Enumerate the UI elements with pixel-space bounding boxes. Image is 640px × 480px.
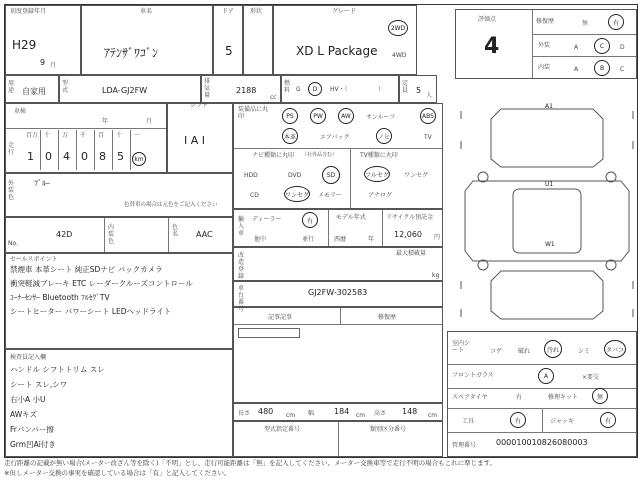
inspection-month-unit: 月 [146, 118, 153, 125]
model-year-label: モデル年式 [336, 214, 366, 221]
interior-grade-label: 内装 [538, 64, 551, 71]
repair-history-yes-mark: 有 [608, 14, 624, 30]
equip-aw: AW [338, 108, 354, 124]
spare-tire-yes: 有 [516, 394, 523, 401]
car-name-label: 車名 [140, 8, 153, 15]
chassis-number: GJ2FW-302583 [308, 288, 368, 297]
auction-sheet [4, 4, 638, 458]
equip-pw: PW [310, 108, 326, 124]
jack-yes-mark: 有 [600, 412, 616, 428]
reg-year: H29 [12, 38, 37, 52]
windshield-replace: ×要交 [582, 374, 600, 381]
cert-number-label: 型式指定番号 [264, 426, 301, 433]
car-bracket-marks [461, 111, 633, 317]
inspector-note-item: 右小A 小U [10, 395, 46, 404]
interior-smoke-mark: タバコ [604, 340, 626, 358]
color-no-label: No. [8, 240, 18, 247]
tv-analog: アナログ [368, 192, 393, 199]
nav-type-label: ナビ種類に丸印 [252, 152, 295, 159]
car-front-outline [491, 109, 603, 167]
fuel-cell [281, 75, 399, 103]
modification-cell [233, 247, 443, 281]
mileage-digit: 5 [117, 150, 124, 163]
exterior-grade-a: A [574, 44, 579, 51]
height-label: 高さ [374, 410, 387, 417]
reg-date-cell [5, 5, 81, 75]
use-cell [5, 75, 59, 103]
chassis-cell [233, 281, 443, 313]
recycle-fee-unit: 円 [434, 234, 441, 241]
exterior-grade-mark: C [594, 38, 610, 54]
repair-history-label: 修復歴 [378, 314, 397, 321]
mileage-unit-mark: km [132, 152, 146, 166]
model-value: LDA-GJ2FW [102, 86, 148, 95]
fuel-close: ） [378, 86, 385, 93]
windshield-a-mark: A [538, 368, 554, 384]
mileage-cell [5, 103, 167, 173]
mileage-digit-header: 千 [80, 132, 87, 139]
drive-2wd-mark: 2WD [388, 20, 408, 36]
exterior-color-label: 外装色 [8, 180, 15, 201]
interior-grade-c: C [620, 66, 625, 73]
color-name-label: 色名 [172, 224, 179, 238]
damage-mark-glass: W1 [545, 241, 555, 248]
equip-leather: 本革 [282, 128, 298, 144]
grade-cell [273, 5, 417, 75]
score-cell [455, 9, 637, 79]
exterior-grade-d: D [620, 44, 625, 51]
reg-month-unit: 月 [50, 62, 57, 69]
selling-points-cell [5, 253, 233, 349]
shape-label: 形状 [250, 8, 263, 15]
capacity-cell [399, 75, 437, 103]
inspection-year-unit: 年 [102, 118, 109, 125]
parallel-import: 並行 [302, 236, 315, 243]
car-body-outline [465, 181, 629, 261]
use-label: 用途 [8, 80, 15, 94]
grade-label: グレード [332, 8, 357, 15]
equip-ps: PS [282, 108, 298, 124]
model-year-unit: 年 [368, 236, 375, 243]
dealer-yes-mark: 有 [302, 212, 318, 228]
inspector-notes-cell [5, 349, 233, 457]
recycle-fee-value: 12,060 [394, 230, 422, 239]
interior-grade-a: A [574, 66, 579, 73]
interior-seat-label: 室内シート [452, 340, 471, 354]
capacity-unit: 人 [426, 92, 433, 99]
selling-point-item: 衝突軽減ブレーキ ETC レーダークルーズコントロール [10, 279, 193, 288]
car-name: ｱﾃﾝｻﾞﾜｺﾞﾝ [104, 46, 159, 60]
mileage-digit: 4 [63, 150, 70, 163]
nav-hdd: HDD [244, 172, 258, 179]
width-label: 幅 [308, 410, 315, 417]
nav-type-note: （社外品含む） [302, 152, 338, 158]
mileage-digit: 0 [81, 150, 88, 163]
dealer-label: ディーラー [252, 216, 282, 223]
shape-cell [243, 5, 273, 75]
selling-point-item: ｺｰﾅｰｾﾝｻｰ Bluetooth ﾌﾙｾｸﾞTV [10, 293, 110, 302]
capacity-label: 定員 [402, 80, 409, 94]
management-number: 000010010826080003 [496, 438, 588, 447]
model-cell [59, 75, 201, 103]
mileage-digit: 1 [27, 150, 34, 163]
interior-stain: シミ [578, 348, 591, 355]
spare-tire-label: スペアタイヤ [452, 394, 488, 401]
car-damage-diagram [453, 101, 640, 329]
color-code-cell [5, 217, 233, 253]
interior-dirt-mark: 汚れ [544, 340, 562, 358]
model-label: 型式 [62, 80, 69, 94]
width-value: 184 [334, 407, 350, 416]
tools-label: 工具 [462, 418, 475, 425]
mileage-digit-header: 万 [62, 132, 69, 139]
grade-value: XD L Package [296, 44, 378, 58]
fuel-label: 燃料 [284, 80, 291, 94]
dimensions-cell [233, 403, 443, 421]
shift-cell [167, 103, 233, 173]
reg-month: 9 [40, 58, 46, 67]
height-value: 148 [402, 407, 418, 416]
mileage-digit-header: 一 [134, 132, 141, 139]
drive-4wd-label: 4WD [392, 52, 407, 59]
fuel-hybrid: HV・（ [330, 86, 348, 93]
equip-airbag: エアバッグ [320, 134, 350, 141]
mileage-digit: 8 [99, 150, 106, 163]
max-load-label: 最大積載量 [396, 250, 427, 257]
nav-memory: メモリー [318, 192, 343, 199]
cc-cell [201, 75, 281, 103]
repair-history-flag-label: 修復歴 [536, 18, 555, 25]
exterior-color-cell [5, 173, 233, 217]
nav-oneseg: ワンセグ [284, 186, 310, 202]
damage-mark-front: A1 [545, 103, 553, 110]
door-label: ドア [222, 8, 234, 15]
equip-navi: ノヒ [376, 128, 392, 144]
inspector-note-item: AWキズ [10, 410, 37, 419]
length-unit: cm [286, 412, 296, 419]
equipment-label: 装備品に丸印 [238, 106, 269, 120]
shift-value: I A I [184, 134, 206, 147]
capacity-value: 5 [416, 86, 422, 95]
selling-point-item: 禁煙車 本革シート 純正SDナビ バックカメラ [10, 265, 163, 274]
import-label: 輸入車 [238, 216, 245, 237]
tools-yes-mark: 有 [510, 412, 526, 428]
run-label: 走行 [8, 142, 15, 156]
cc-value: 2188 [236, 86, 257, 95]
selling-points-label: セールスポイント [10, 256, 58, 263]
inspector-notes-label: 検査員記入欄 [10, 354, 47, 361]
mileage-digit-header: 百 [98, 132, 105, 139]
recycle-fee-label: リサイクル預託金 [386, 214, 434, 221]
tv-fullseg: フルセグ [364, 166, 390, 182]
interior-grade-mark: B [594, 60, 610, 76]
inspector-note-item: Frバンパー擦 [10, 425, 54, 434]
windshield-label: フロントガラス [452, 372, 494, 379]
footer-note-1: 走行距離の記載が無い場合(メーター改ざん等を除く)「不明」とし、走行可能距離は「無」を記入してください。メーター交換車等で走行不明の場合もこれに準じます。 [4, 459, 497, 467]
cc-label: 排気量 [204, 78, 211, 99]
score-label: 評価点 [478, 16, 497, 23]
inspector-note-item: ハンドル シフトトリム スレ [10, 365, 105, 374]
fuel-gas: G [296, 86, 301, 93]
score-value: 4 [484, 34, 500, 59]
shift-label: シフト [190, 102, 209, 109]
jack-label: ジャッキ [550, 418, 574, 425]
repair-history-no: 無 [582, 20, 589, 27]
inspector-note-item: Grm凹Ai付き [10, 440, 56, 449]
repair-cell [233, 307, 443, 403]
tv-type-label: TV種類に丸印 [360, 152, 398, 159]
footer-note-2: ※但しメーター交換の事実を確認している場合は「有」と記入してください。 [4, 469, 231, 477]
door-count: 5 [225, 44, 233, 58]
cc-unit: cc [270, 94, 277, 101]
dealer-other: 他中 [254, 236, 267, 243]
inspection-label: 車検 [14, 108, 27, 115]
reg-date-label: 初度登録年月 [10, 8, 47, 15]
equip-tv: TV [424, 134, 432, 141]
equip-abs: ABS [420, 108, 436, 124]
car-name-cell [81, 5, 213, 75]
mileage-digit-header: 十 [44, 132, 51, 139]
equipment-cell [233, 103, 443, 209]
mileage-digit-header: 十 [116, 132, 123, 139]
inspector-note-item: シート スレ,シワ [10, 380, 68, 389]
interior-code-value: AAC [196, 230, 213, 239]
modification-label: 改造登録 [238, 252, 245, 280]
damage-mark-roof: U1 [545, 181, 554, 188]
length-label: 長さ [238, 410, 251, 417]
mileage-digit: 0 [45, 150, 52, 163]
exterior-color-note: 色替車の場合は元色をご記入ください [124, 202, 218, 208]
car-rear-outline [491, 271, 603, 319]
height-unit: cm [428, 412, 438, 419]
interior-tear: 破れ [518, 348, 531, 355]
equip-sunroof: サンルーフ [366, 114, 396, 121]
class-number-label: 類別区分番号 [370, 426, 407, 433]
chassis-label: 車台番号 [238, 285, 245, 313]
use-value: 自家用 [22, 87, 46, 96]
selling-point-item: シートヒーター パワーシート LEDヘッドライト [10, 307, 172, 316]
door-cell [213, 5, 243, 75]
import-recycle-cell [233, 209, 443, 247]
cert-cell [233, 421, 443, 457]
interior-color-label: 内装色 [108, 224, 115, 245]
width-unit: cm [356, 412, 366, 419]
length-value: 480 [258, 407, 274, 416]
max-load-unit: kg [432, 272, 440, 279]
fuel-diesel-mark: D [308, 82, 322, 96]
exterior-grade-label: 外装 [538, 42, 551, 49]
exterior-color-value: ﾌﾞﾙｰ [34, 179, 50, 188]
nav-dvd: DVD [288, 172, 302, 179]
color-no-value: 42D [56, 230, 73, 239]
spare-tire-none-mark: 無 [592, 388, 608, 404]
repair-stamp-box [238, 328, 300, 338]
repair-notes-label: 記事記事 [268, 314, 293, 321]
model-year-ad: 西暦 [334, 236, 347, 243]
mileage-digits [22, 130, 166, 172]
spare-tire-kit: 修理キット [548, 394, 578, 401]
nav-cd: CD [250, 192, 259, 199]
tv-oneseg: ワンセグ [404, 172, 429, 179]
interior-burn: コゲ [490, 348, 503, 355]
mileage-digit-header: 百万 [26, 132, 39, 139]
management-number-label: 管理番号 [452, 442, 477, 449]
interior-cell [447, 331, 637, 457]
nav-sd: SD [322, 166, 340, 184]
